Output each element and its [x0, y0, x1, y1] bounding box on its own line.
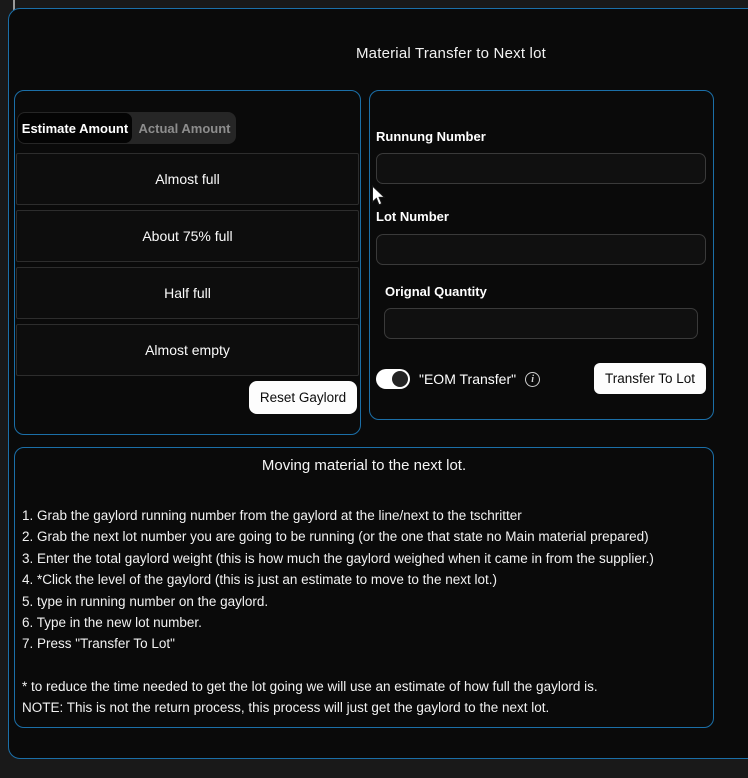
instructions-steps [22, 505, 708, 719]
instruction-step: 7. Press "Transfer To Lot" [22, 636, 175, 652]
eom-transfer-label: "EOM Transfer" [419, 371, 517, 387]
transfer-to-lot-button[interactable]: Transfer To Lot [594, 363, 706, 394]
original-quantity-input[interactable] [384, 308, 698, 339]
estimate-panel [14, 90, 361, 435]
instructions-footnotes [22, 676, 708, 719]
reset-gaylord-button[interactable]: Reset Gaylord [249, 381, 357, 414]
gaylord-level-list [16, 153, 359, 376]
instruction-step: 1. Grab the gaylord running number from the gaylord at the line/next to the tschritter [22, 508, 522, 523]
instruction-step: 2. Grab the next lot number you are going to be running (or the one that state no Main material prepared) [22, 529, 649, 545]
instructions-title: Moving material to the next lot. [261, 457, 467, 474]
transfer-form-panel [369, 90, 714, 420]
instruction-step: 5. type in running number on the gaylord. [22, 593, 269, 609]
page-title: Material Transfer to Next lot [355, 45, 547, 62]
tab-actual-amount[interactable]: Actual Amount [138, 120, 231, 136]
info-circle-icon[interactable]: i [525, 372, 540, 387]
lot-number-input[interactable] [376, 234, 706, 265]
tab-estimate-amount[interactable]: Estimate Amount [18, 113, 132, 143]
level-button-almost-empty[interactable]: Almost empty [16, 324, 359, 376]
running-number-label: Runnung Number [376, 129, 486, 144]
eom-transfer-row [376, 368, 540, 390]
instruction-step: 6. Type in the new lot number. [22, 615, 202, 631]
lot-number-label: Lot Number [376, 209, 449, 224]
level-button-half-full[interactable]: Half full [16, 267, 359, 319]
eom-transfer-toggle[interactable] [376, 369, 410, 389]
amount-tab-group [17, 112, 236, 144]
main-container [8, 8, 748, 759]
instructions-panel [14, 447, 714, 728]
mouse-cursor-icon [371, 185, 386, 212]
running-number-input[interactable] [376, 153, 706, 184]
original-quantity-label: Orignal Quantity [385, 284, 487, 299]
instruction-step: 4. *Click the level of the gaylord (this is just an estimate to move to the next lot.) [22, 572, 497, 588]
level-button-almost-full[interactable]: Almost full [16, 153, 359, 205]
instruction-step: 3. Enter the total gaylord weight (this is how much the gaylord weighed when it came in from the supplier.) [22, 550, 654, 566]
toggle-knob [392, 371, 408, 387]
footnote-note: NOTE: This is not the return process, this process will just get the gaylord to the next lot. [22, 700, 550, 716]
footnote-asterisk: * to reduce the time needed to get the lot going we will use an estimate of how full the gaylord is. [22, 678, 598, 694]
level-button-about-75-full[interactable]: About 75% full [16, 210, 359, 262]
